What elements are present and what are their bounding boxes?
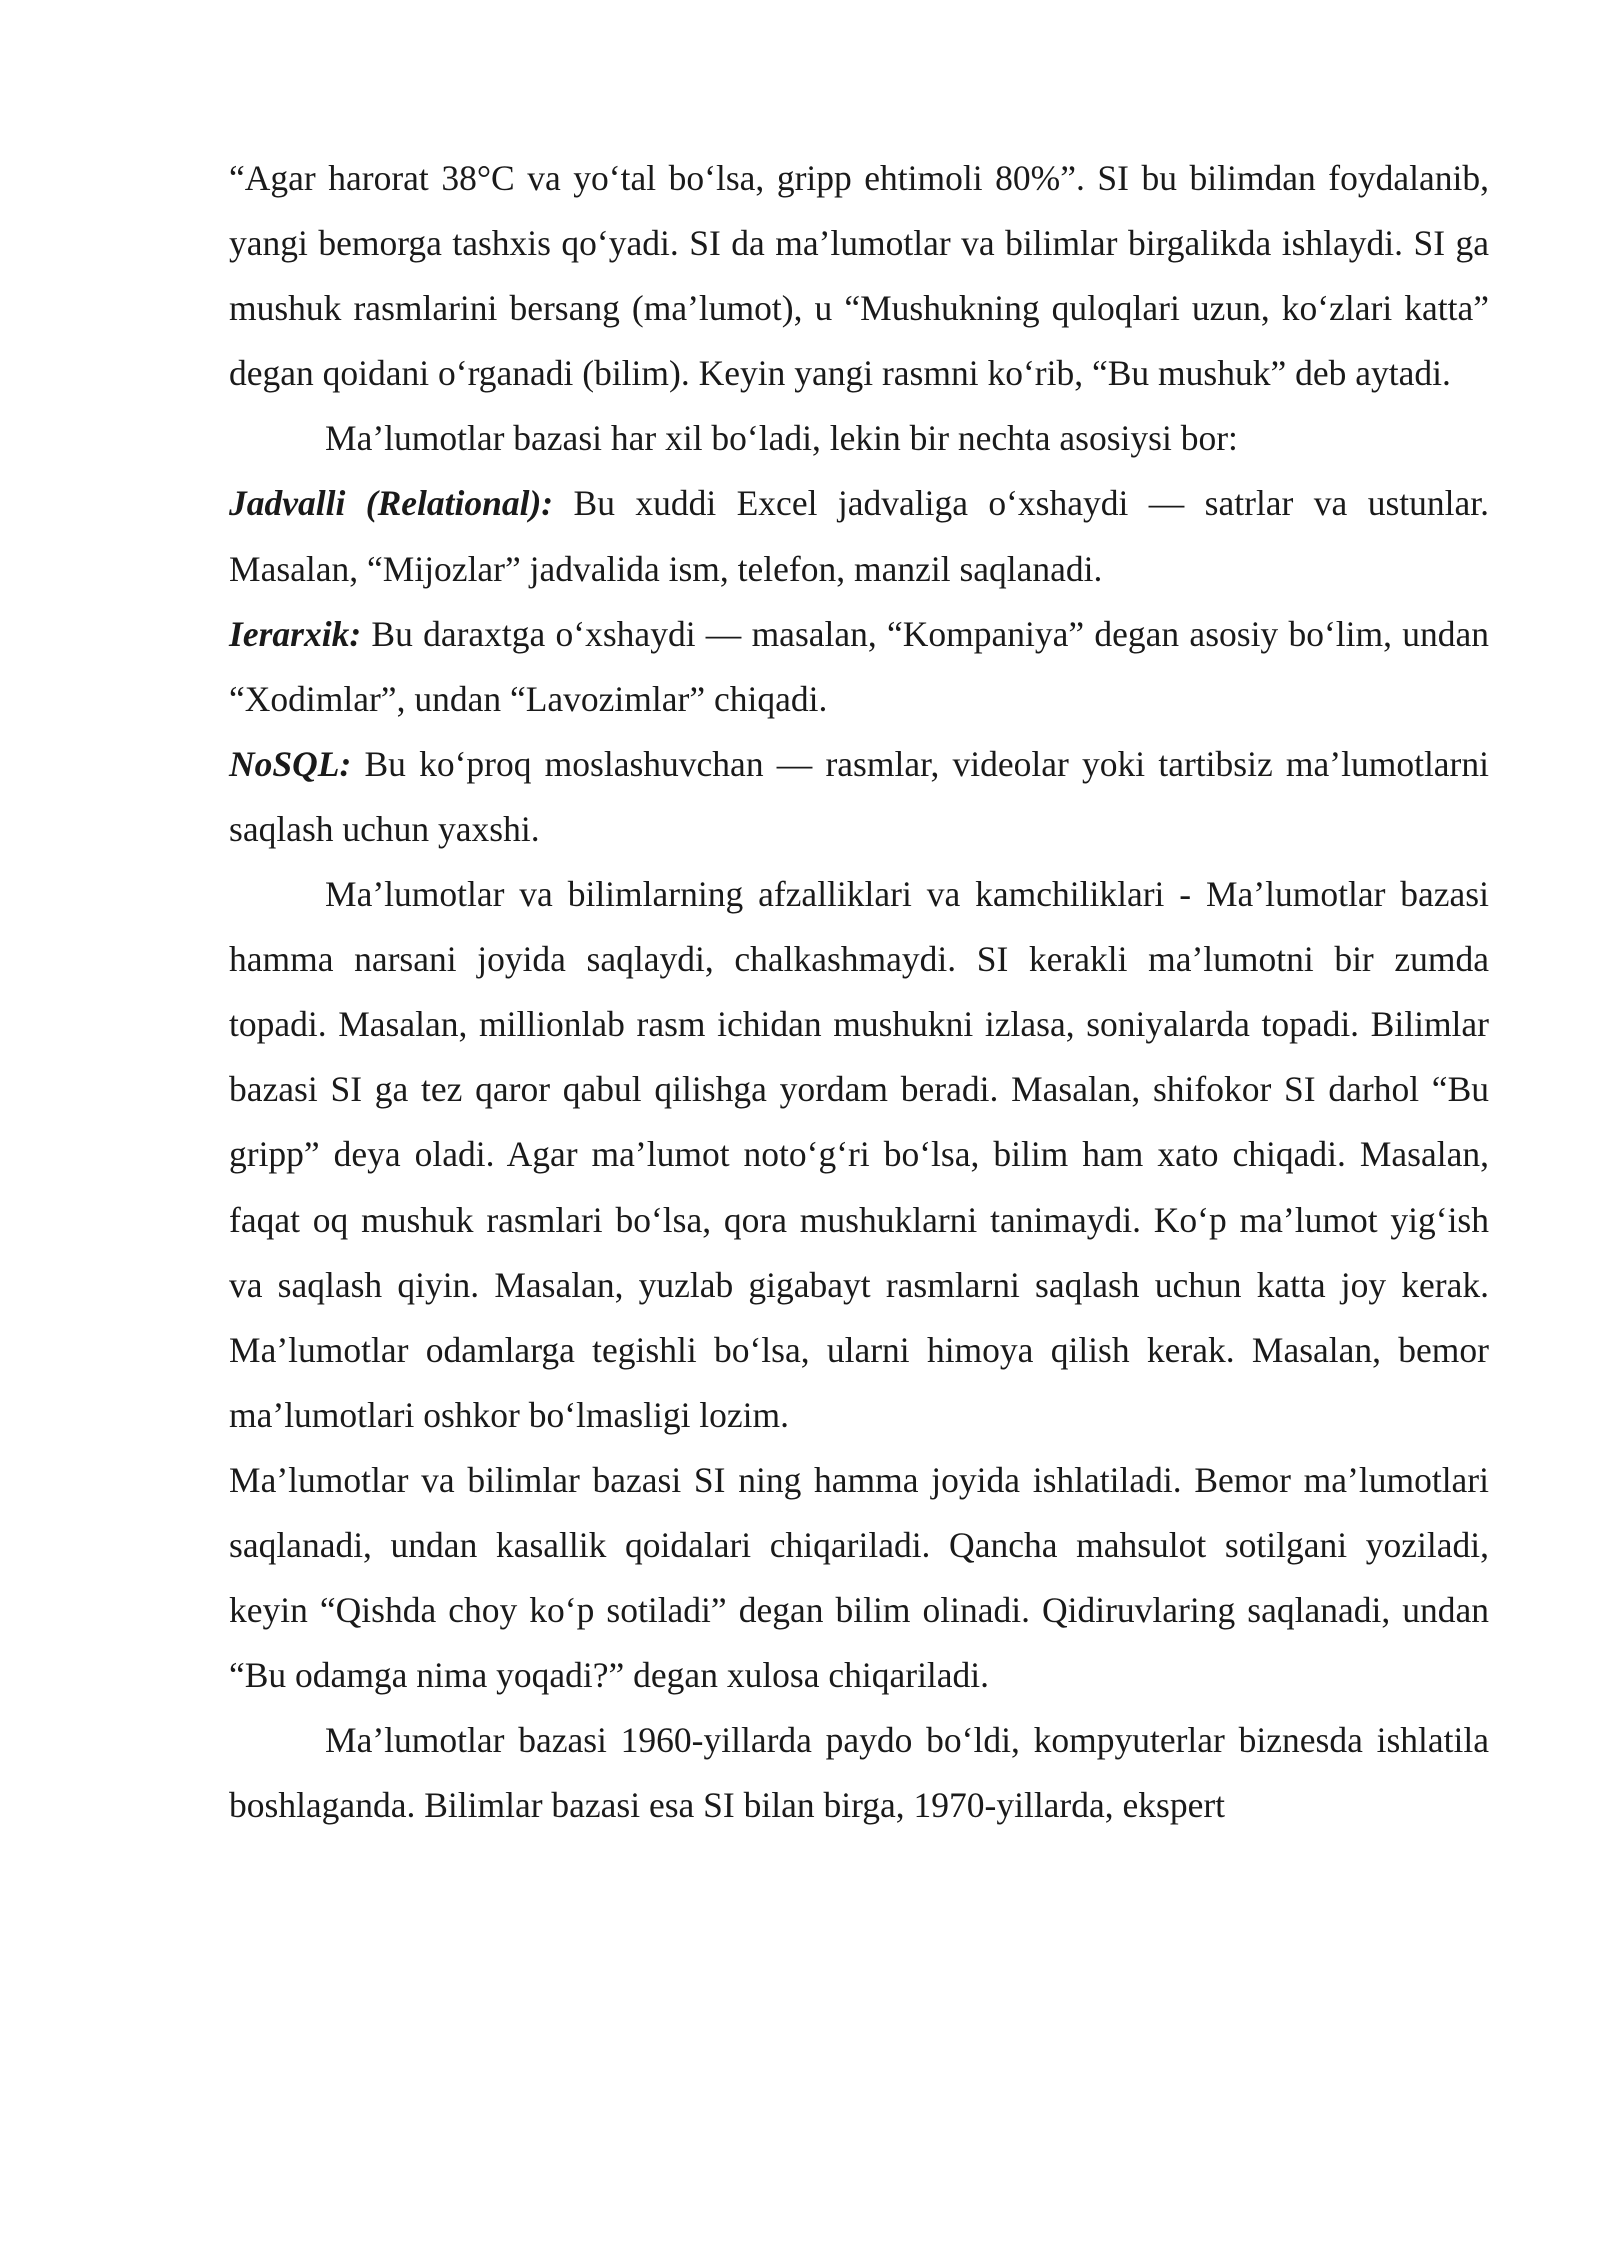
term-hierarchical: Ierarxik: [229,613,362,654]
definition-nosql [229,732,1489,862]
term-relational: Jadvalli (Relational): [229,483,554,524]
paragraph-usage: Ma’lumotlar va bilimlar bazasi SI ning hamma joyida ishlatiladi. Bemor ma’lumotlari saqlanadi, undan kasallik qoidalari chiqariladi. Qancha mahsulot sotilgani yoziladi, keyin “Qishda choy ko‘p sotiladi” degan bilim olinadi. Qidiruvlaring saqlanadi, undan “Bu odamga nima yoqadi?” degan xulosa chiqariladi. [229,1459,1489,1696]
definition-relational [229,471,1489,601]
paragraph-flu-example: “Agar harorat 38°C va yo‘tal bo‘lsa, gripp ehtimoli 80%”. SI bu bilimdan foydalanib, yangi bemorga tashxis qo‘yadi. SI da ma’lumotlar va bilimlar birgalikda ishlaydi. SI ga mushuk rasmlarini bersang (ma’lumot), u “Mushukning quloqlari uzun, ko‘zlari katta” degan qoidani o‘rganadi (bilim). Keyin yangi rasmni ko‘rib, “Bu mushuk” deb aytadi. [229,158,1489,394]
paragraph-advantages-disadvantages: Ma’lumotlar va bilimlarning afzalliklari va kamchiliklari - Ma’lumotlar bazasi hamma narsani joyida saqlaydi, chalkashmaydi. SI kerakli ma’lumotni bir zumda topadi. Masalan, millionlab rasm ichidan mushukni izlasa, soniyalarda topadi. Bilimlar bazasi SI ga tez qaror qabul qilishga yordam beradi. Masalan, shifokor SI darhol “Bu gripp” deya oladi. Agar ma’lumot noto‘g‘ri bo‘lsa, bilim ham xato chiqadi. Masalan, faqat oq mushuk rasmlari bo‘lsa, qora mushuklarni tanimaydi. Ko‘p ma’lumot yig‘ish va saqlash qiyin. Masalan, yuzlab gigabayt rasmlarni saqlash uchun katta joy kerak. Ma’lumotlar odamlarga tegishli bo‘lsa, ularni himoya qilish kerak. Masalan, bemor ma’lumotlari oshkor bo‘lmasligi lozim. [229,874,1489,1435]
term-nosql: NoSQL: [229,743,352,784]
definition-hierarchical [229,602,1489,732]
definition-relational-text: Bu xuddi Excel jadvaliga o‘xshaydi — satrlar va ustunlar. Masalan, “Mijozlar” jadvalida ism, telefon, manzil saqlanadi. [229,483,1489,589]
paragraph-database-types-intro: Ma’lumotlar bazasi har xil bo‘ladi, lekin bir nechta asosiysi bor: [325,418,1238,459]
document-page [229,146,1489,1838]
definition-nosql-text: Bu ko‘proq moslashuvchan — rasmlar, videolar yoki tartibsiz ma’lumotlarni saqlash uchun yaxshi. [229,743,1489,849]
paragraph-history: Ma’lumotlar bazasi 1960-yillarda paydo bo‘ldi, kompyuterlar biznesda ishlatila boshlaganda. Bilimlar bazasi esa SI bilan birga, 1970-yillarda, ekspert [229,1720,1489,1826]
definition-hierarchical-text: Bu daraxtga o‘xshaydi — masalan, “Kompaniya” degan asosiy bo‘lim, undan “Xodimlar”, undan “Lavozimlar” chiqadi. [229,613,1489,719]
